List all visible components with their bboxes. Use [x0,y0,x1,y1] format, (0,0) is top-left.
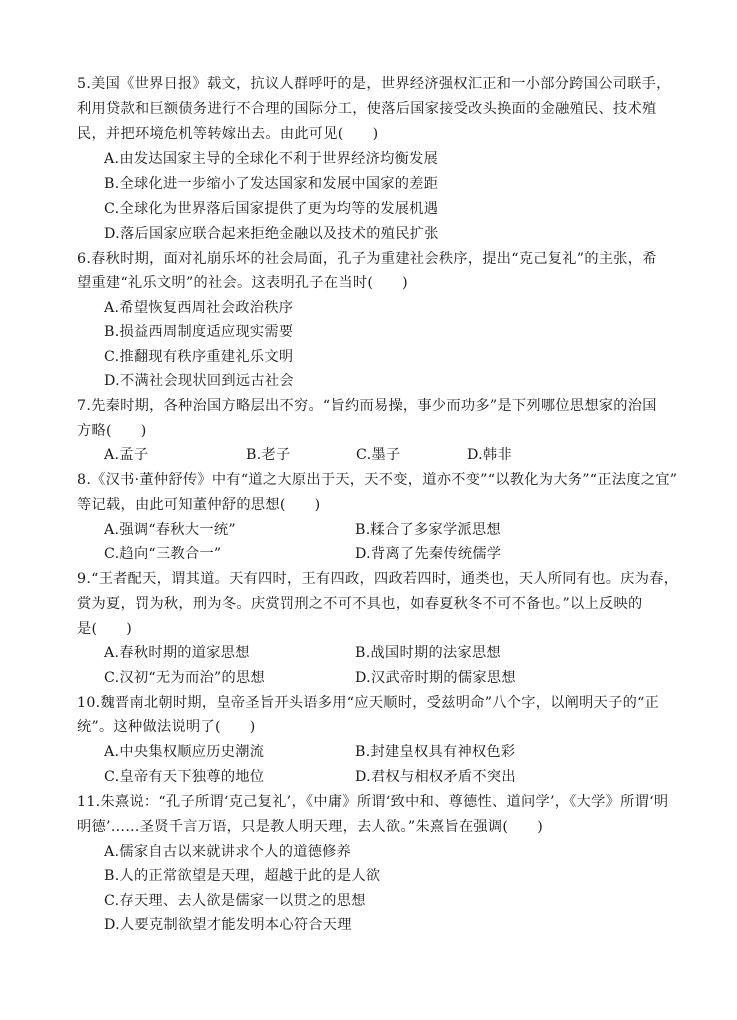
option-c[interactable]: C.推翻现有秩序重建礼乐文明 [104,349,294,365]
question-stem-line: 统”。这种做法说明了( ) [77,719,256,735]
option-d[interactable]: D.君权与相权矛盾不突出 [355,769,516,785]
option-a[interactable]: A.希望恢复西周社会政治秩序 [104,300,294,316]
question-stem-line: 望重建“礼乐文明”的社会。这表明孔子在当时( ) [77,275,409,291]
option-b[interactable]: B.糅合了多家学派思想 [355,522,501,538]
option-b[interactable]: B.封建皇权具有神权色彩 [355,744,516,760]
option-a[interactable]: A.春秋时期的道家思想 [104,645,250,661]
option-c[interactable]: C.存天理、去人欲是儒家一以贯之的思想 [104,893,366,909]
question-stem-line: 是( ) [77,621,133,637]
option-a[interactable]: A.儒家自古以来就讲求个人的道德修养 [104,844,352,860]
option-d[interactable]: D.汉武帝时期的儒家思想 [355,670,516,686]
question-stem-line: 等记载，由此可知董仲舒的思想( ) [77,497,321,513]
option-b[interactable]: B.老子 [246,447,291,463]
option-a[interactable]: A.强调“春秋大一统” [104,522,236,538]
option-d[interactable]: D.人要克制欲望才能发明本心符合天理 [104,917,352,933]
question-stem-line: 6.春秋时期，面对礼崩乐坏的社会局面，孔子为重建社会秩序，提出“克己复礼”的主张，希 [77,251,657,267]
option-c[interactable]: C.趋向“三教合一” [104,546,222,562]
question-stem-line: 11.朱熹说：“孔子所谓‘克己复礼’，《中庸》所谓‘致中和、尊德性、道问学’，《大学》所谓‘明 [77,794,669,810]
option-a[interactable]: A.孟子 [104,447,149,463]
question-stem-line: 7.先秦时期，各种治国方略层出不穷。“旨约而易操，事少而功多”是下列哪位思想家的治国 [77,398,657,414]
question-stem-line: 5.美国《世界日报》载文，抗议人群呼吁的是，世界经济强权汇正和一小部分跨国公司联手， [77,76,671,92]
option-b[interactable]: B.全球化进一步缩小了发达国家和发展中国家的差距 [104,176,439,192]
option-d[interactable]: D.韩非 [467,447,512,463]
question-stem-line: 9.“王者配天，谓其道。天有四时，王有四政，四政若四时，通类也，天人所同有也。庆为春， [77,571,679,587]
option-a[interactable]: A.中央集权顺应历史潮流 [104,744,265,760]
option-c[interactable]: C.汉初“无为而治”的思想 [104,670,265,686]
option-c[interactable]: C.皇帝有天下独尊的地位 [104,769,265,785]
option-b[interactable]: B.损益西周制度适应现实需要 [104,324,294,340]
question-stem-line: 方略( ) [77,423,147,439]
option-a[interactable]: A.由发达国家主导的全球化不利于世界经济均衡发展 [104,151,439,167]
option-b[interactable]: B.战国时期的法家思想 [355,645,501,661]
option-d[interactable]: D.背离了先秦传统儒学 [355,546,502,562]
question-stem-line: 明德’……圣贤千言万语，只是教人明天理，去人欲。”朱熹旨在强调( ) [77,819,544,835]
question-stem-line: 利用贷款和巨额债务进行不合理的国际分工，使落后国家接受改头换面的金融殖民、技术殖 [77,101,657,117]
option-c[interactable]: C.墨子 [356,447,401,463]
question-stem-line: 8.《汉书·董仲舒传》中有“道之大原出于天，天不变，道亦不变”“以教化为大务”“正法度之宜” [77,472,678,488]
option-d[interactable]: D.不满社会现状回到远古社会 [104,373,294,389]
option-d[interactable]: D.落后国家应联合起来拒绝金融以及技术的殖民扩张 [104,226,439,242]
option-c[interactable]: C.全球化为世界落后国家提供了更为均等的发展机遇 [104,201,439,217]
question-stem-line: 民，并把环境危机等转嫁出去。由此可见( ) [77,126,379,142]
question-stem-line: 赏为夏，罚为秋，刑为冬。庆赏罚刑之不可不具也，如春夏秋冬不可不备也。”以上反映的 [77,596,643,612]
question-stem-line: 10.魏晋南北朝时期，皇帝圣旨开头语多用“应天顺时，受兹明命”八个字，以阐明天子的“正 [77,695,660,711]
option-b[interactable]: B.人的正常欲望是天理，超越于此的是人欲 [104,868,381,884]
